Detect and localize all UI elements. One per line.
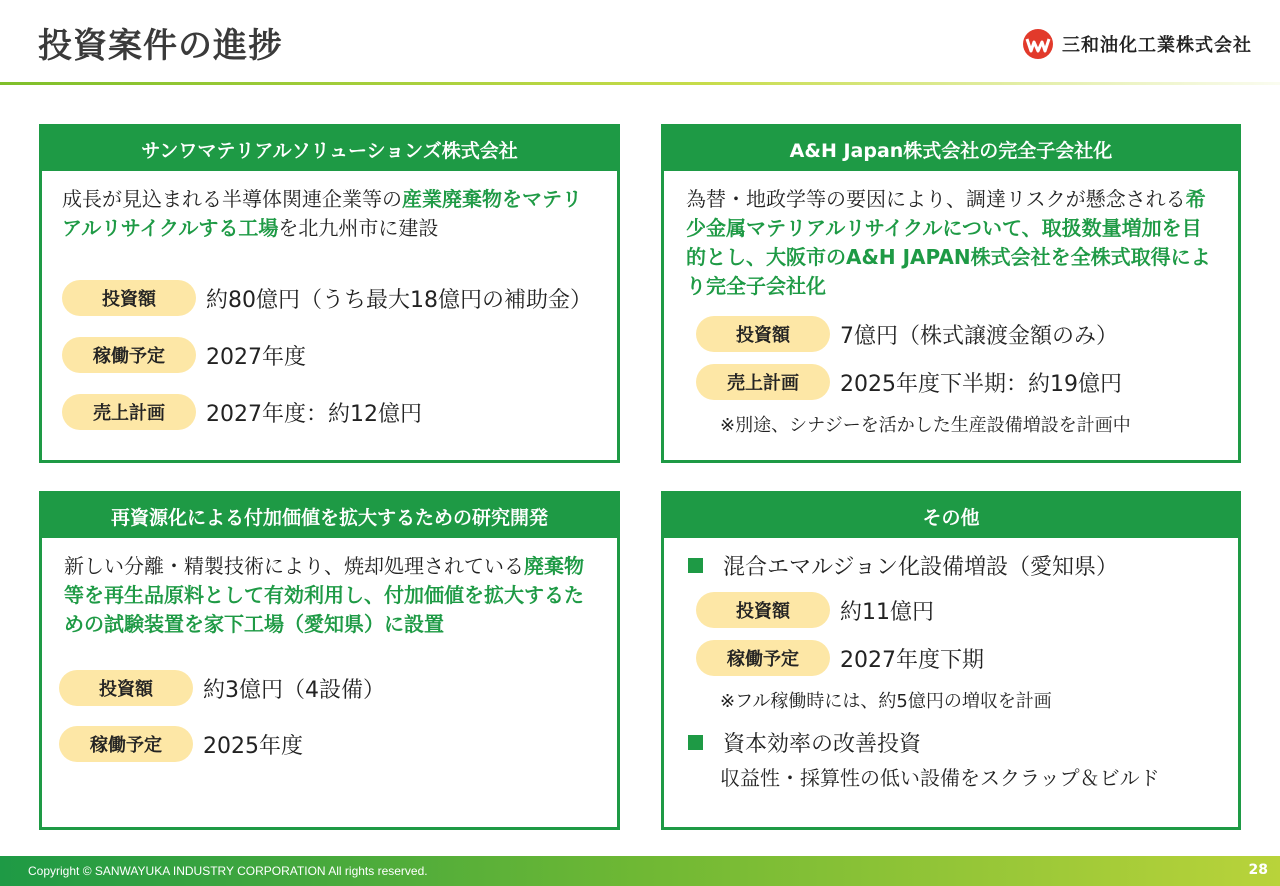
card-title: 再資源化による付加価値を拡大するための研究開発 [42,494,617,538]
bullet-text: 混合エマルジョン化設備増設（愛知県） [723,555,1119,580]
footer [0,856,1280,886]
label-pill: 投資額 [59,670,193,706]
row-value: 7億円（株式譲渡金額のみ） [840,323,1118,349]
desc-text: を北九州市に建設 [278,216,439,240]
card-description [686,185,1220,301]
bullet-item [688,550,1218,581]
card-note: ※フル稼働時には、約5億円の増収を計画 [720,691,1052,712]
card-ah-japan [661,124,1241,463]
desc-text: 新しい分離・精製技術により、焼却処理されている [64,554,524,578]
row-value: 2027年度下期 [840,647,984,673]
card-title: A&H Japan株式会社の完全子会社化 [664,127,1238,171]
card-title: その他 [664,494,1238,538]
bullet-square-icon [688,558,703,573]
desc-highlight: 廃棄物等を再生品原料として有効利用し、付加価値を拡大するための試験装置を家下工場（愛知県）に設置 [64,554,584,636]
label-pill: 稼働予定 [62,337,196,373]
bullet-item [688,727,1218,758]
card-title: サンワマテリアルソリューションズ株式会社 [42,127,617,171]
row-value: 2025年度下半期：約19億円 [840,371,1122,397]
row-value: 2025年度 [203,733,303,759]
page-title: 投資案件の進捗 [38,26,283,66]
card-sanwa-material [39,124,620,463]
desc-text: 成長が見込まれる半導体関連企業等の [62,187,402,211]
row-value: 2027年度 [206,344,306,370]
header-divider [0,82,1280,85]
info-row-investment [696,315,1220,353]
bullet-text: 資本効率の改善投資 [723,732,922,757]
page-number: 28 [1248,862,1268,878]
sanwa-logo-icon [1022,28,1054,60]
info-row-operation [59,725,599,763]
info-row-investment [696,591,1218,629]
row-value: 約80億円（うち最大18億円の補助金） [206,287,592,313]
label-pill: 売上計画 [62,394,196,430]
label-pill: 投資額 [62,280,196,316]
desc-highlight: 産業廃棄物をマテリアルリサイクルする工場 [62,187,582,240]
info-row-investment [62,279,597,317]
label-pill: 売上計画 [696,364,830,400]
info-row-operation [696,639,1218,677]
info-row-operation [62,336,597,374]
info-row-sales [62,393,597,431]
header [0,0,1280,86]
card-description [64,552,599,639]
label-pill: 投資額 [696,316,830,352]
bullet-subtext: 収益性・採算性の低い設備をスクラップ＆ビルド [720,766,1160,790]
card-note: ※別途、シナジーを活かした生産設備増設を計画中 [720,415,1131,436]
info-row-sales [696,363,1220,401]
card-research [39,491,620,830]
row-value: 約3億円（4設備） [203,677,385,703]
company-name: 三和油化工業株式会社 [1062,35,1252,56]
copyright: Copyright © SANWAYUKA INDUSTRY CORPORATION All rights reserved. [28,864,428,878]
desc-highlight: 希少金属マテリアルリサイクルについて、取扱数量増加を目的とし、大阪市のA&H JAPAN株式会社を全株式取得により完全子会社化 [686,187,1211,298]
bullet-square-icon [688,735,703,750]
label-pill: 稼働予定 [59,726,193,762]
row-value: 約11億円 [840,599,934,625]
info-row-investment [59,669,599,707]
company-logo [1022,28,1252,60]
card-description [62,185,597,243]
desc-text: 為替・地政学等の要因により、調達リスクが懸念される [686,187,1186,211]
card-other [661,491,1241,830]
label-pill: 投資額 [696,592,830,628]
row-value: 2027年度：約12億円 [206,401,422,427]
label-pill: 稼働予定 [696,640,830,676]
